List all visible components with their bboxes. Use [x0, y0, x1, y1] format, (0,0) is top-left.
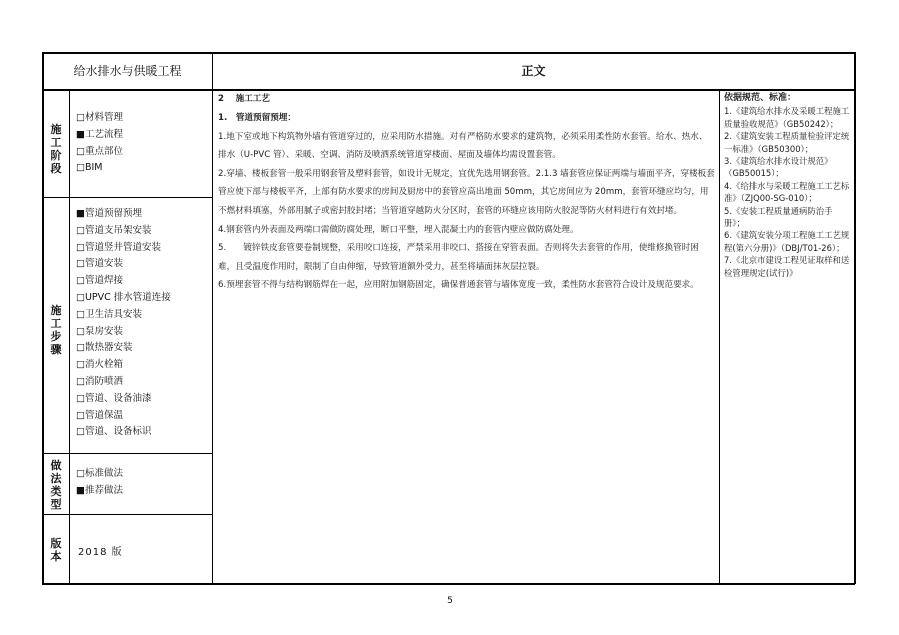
main-content: [218, 89, 715, 295]
step-option[interactable]: □管道、设备标识: [76, 426, 152, 438]
step-option[interactable]: ■管道预留预埋: [76, 208, 142, 219]
stage-option[interactable]: □重点部位: [76, 145, 123, 157]
step-option[interactable]: □管道安装: [76, 258, 123, 270]
reference-item: 2.《建筑安装工程质量检验评定统一标准》（GB50300）；: [724, 131, 850, 154]
stage-option[interactable]: □BIM: [76, 162, 103, 174]
paragraph: 1.地下室或地下构筑物外墙有管道穿过的，应采用防水措施。对有严格防水要求的建筑物，必须采用柔性防水套管。给水、热水、排水（U-PVC 管）、采暖、空调、消防及喷洒系统管道穿楼面、屋面及墙体均需设置套管。: [218, 131, 708, 161]
reference-item: 7.《北京市建设工程见证取样和送检管理规定(试行)》: [724, 255, 850, 278]
steps-options: [76, 206, 171, 441]
reference-item: 6.《建筑安装分项工程施工工艺规程(第六分册)》（DBJ/T01-26）；: [724, 230, 850, 253]
edition-value: 2018 版: [78, 547, 123, 558]
step-option[interactable]: □管道、设备油漆: [76, 392, 152, 404]
method-label: 做 法 类 型: [50, 459, 62, 511]
step-option[interactable]: □管道竖井管道安装: [76, 241, 161, 253]
paragraph: 4.钢套管内外表面及两端口需做防腐处理，断口平整，埋入混凝土内的套管内壁应做防腐处理。: [218, 224, 579, 235]
stage-option[interactable]: □材料管理: [76, 112, 123, 123]
content-header-title: 正文: [521, 64, 546, 78]
method-option[interactable]: ■推荐做法: [76, 484, 123, 496]
reference-item: 1.《建筑给水排水及采暖工程施工质量验收规范》（GB50242）；: [724, 106, 850, 129]
paragraph: 5. 镀锌铁皮套管要卷制规整，采用咬口连接，严禁采用非咬口、搭接在穿管表面。否则将失去套管的作用，使维修换管时困难，且受温度作用时，限制了自由伸缩，导致管道额外受力，甚至将墙面抹灰层拉裂。: [218, 243, 699, 272]
step-option[interactable]: □管道焊接: [76, 275, 123, 287]
column-divider-refs: [719, 89, 720, 584]
method-option[interactable]: □标准做法: [76, 468, 123, 479]
reference-item: 3.《建筑给水排水设计规范》（GB50015）；: [724, 156, 833, 179]
subsection-title: 1. 管道预留预埋：: [218, 113, 296, 123]
paragraph: 6.预埋套管不得与结构钢筋焊在一起，应用附加钢筋固定，确保普通套管与墙体宽度一致，柔性防水套管符合设计及规范要求。: [218, 280, 699, 291]
references-title: 依据规范、标准：: [724, 93, 797, 103]
table-border-right: [854, 52, 856, 584]
method-options: [76, 466, 123, 500]
column-divider-labels: [69, 89, 70, 584]
stage-options: [76, 110, 123, 177]
steps-label: 施 工 步 骤: [50, 304, 62, 356]
reference-item: 5.《安装工程质量通病防治手册》；: [724, 205, 833, 229]
step-option[interactable]: □UPVC 排水管道连接: [76, 291, 171, 303]
reference-item: 4.《给排水与采暖工程施工工艺标准》（ZJQ00-SG-010）；: [724, 180, 850, 204]
paragraph: 2.穿墙、楼板套管一般采用钢套管及塑料套管，如设计无规定，宜优先选用钢套管。2.1.3 墙套管应保证两端与墙面平齐，穿楼板套管应使下部与楼板平齐，上部有防水要求的房间及厨房中的套管应高出地面 50mm，其它房间应为 20mm，套管环缝应均匀，用不燃材料填塞，外部用腻子或密封胶封堵；当管道穿越防火分区时，套管的环缝应该用防火胶泥等防火材料进行有效封堵。: [218, 168, 715, 216]
step-option[interactable]: □散热器安装: [76, 342, 133, 354]
step-option[interactable]: □泵房安装: [76, 325, 123, 337]
stage-option[interactable]: ■工艺流程: [76, 128, 123, 140]
step-option[interactable]: □消火栓箱: [76, 359, 123, 371]
row-divider-method: [42, 514, 212, 515]
section-title: 2 施工工艺: [218, 94, 270, 104]
step-option[interactable]: □管道保温: [76, 409, 123, 421]
table-border-left: [42, 52, 44, 584]
step-option[interactable]: □卫生洁具安装: [76, 308, 142, 320]
edition-label: 版 本: [50, 537, 62, 563]
references: [724, 92, 852, 279]
step-option[interactable]: □管道支吊架安装: [76, 224, 152, 236]
row-divider-steps: [42, 453, 212, 454]
row-divider-stage: [42, 197, 212, 198]
step-option[interactable]: □消防喷洒: [76, 375, 123, 387]
column-divider-main: [212, 52, 213, 584]
table-border-bottom: [42, 583, 855, 585]
section-category-title: 给水排水与供暖工程: [73, 64, 182, 78]
page-number: 5: [447, 596, 453, 606]
stage-label: 施 工 阶 段: [50, 123, 62, 175]
